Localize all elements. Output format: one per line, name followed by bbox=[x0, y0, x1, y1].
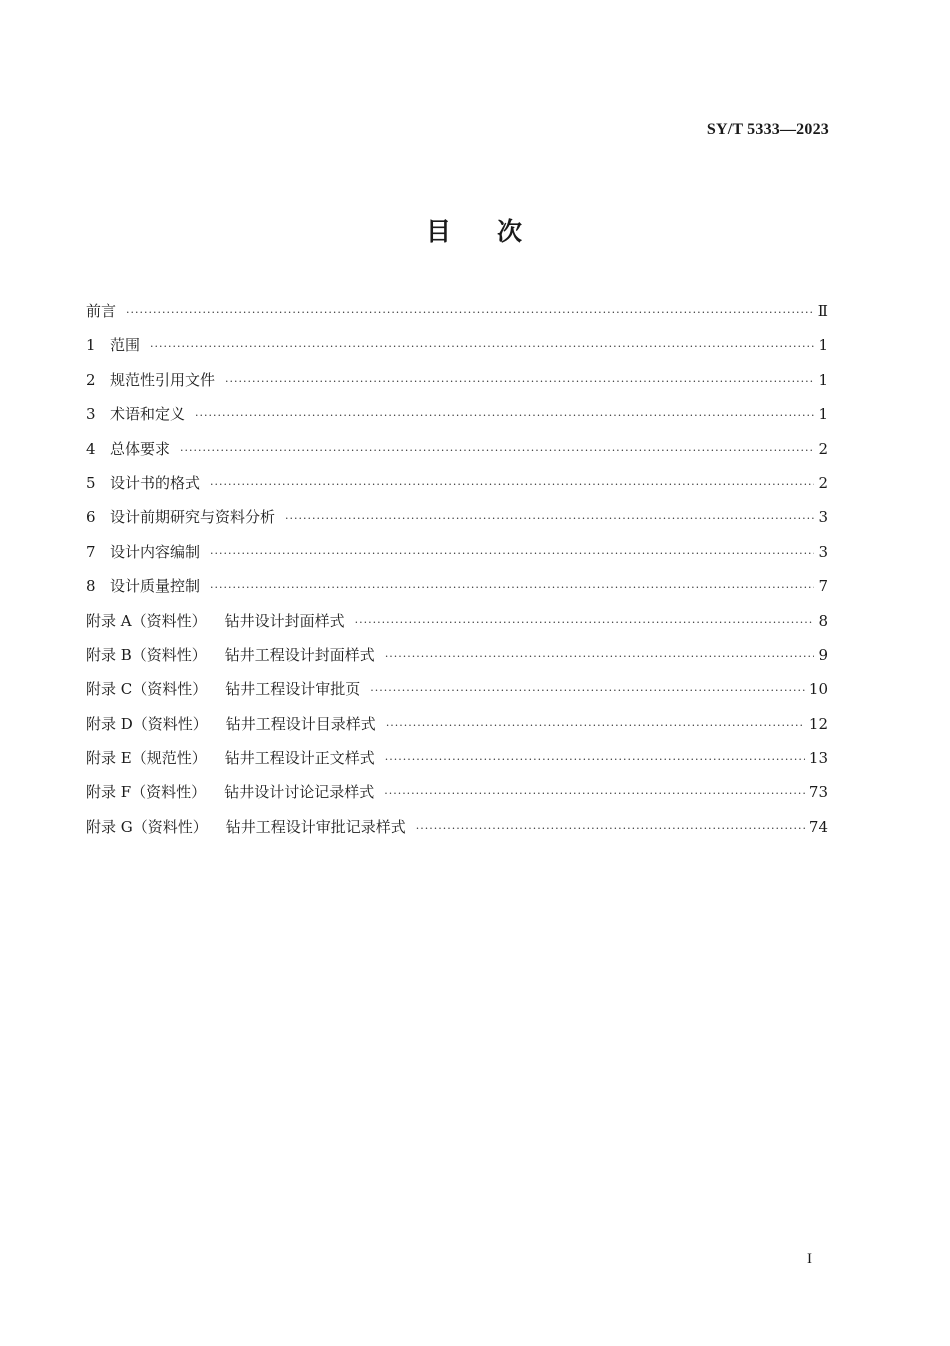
toc-entry-page: 3 bbox=[818, 508, 828, 527]
toc-leader-dots bbox=[210, 468, 814, 502]
page-title-char-2: 次 bbox=[497, 217, 525, 246]
toc-entry-annex-d[interactable] bbox=[86, 707, 828, 741]
toc-entry-number: 4 bbox=[86, 439, 96, 458]
toc-entry-title: 范围 bbox=[110, 336, 141, 355]
toc-entry-annex-e[interactable] bbox=[86, 741, 828, 775]
page-title-char-1: 目 bbox=[425, 217, 453, 246]
toc-entry-title: 总体要求 bbox=[110, 439, 171, 458]
toc-entry-page: 7 bbox=[818, 577, 828, 596]
toc-annex-label: 附录 F（资料性） bbox=[86, 783, 207, 802]
toc-entry-page: 9 bbox=[818, 645, 828, 664]
toc-entry-page: 13 bbox=[808, 749, 828, 768]
toc-leader-dots bbox=[126, 296, 814, 330]
toc-leader-dots bbox=[210, 537, 814, 571]
toc-entry-annex-b[interactable] bbox=[86, 638, 828, 672]
toc-entry-page: 2 bbox=[818, 439, 828, 458]
toc-entry-number: 1 bbox=[86, 336, 96, 355]
toc-entry-title: 钻井设计封面样式 bbox=[224, 611, 345, 630]
toc-entry-8[interactable] bbox=[86, 569, 828, 603]
toc-entry-number: 5 bbox=[86, 473, 96, 492]
page-title bbox=[0, 212, 950, 248]
toc-entry-page: 8 bbox=[818, 611, 828, 630]
page-number: I bbox=[807, 1251, 812, 1267]
toc-entry-annex-g[interactable] bbox=[86, 810, 828, 844]
toc-leader-dots bbox=[385, 743, 805, 777]
toc-annex-label: 附录 D（资料性） bbox=[86, 714, 208, 733]
toc-entry-5[interactable] bbox=[86, 466, 828, 500]
toc-entry-number: 8 bbox=[86, 577, 96, 596]
toc-entry-title: 术语和定义 bbox=[110, 405, 186, 424]
toc-leader-dots bbox=[386, 709, 805, 743]
toc-leader-dots bbox=[416, 812, 805, 846]
table-of-contents bbox=[86, 294, 828, 844]
toc-leader-dots bbox=[355, 606, 814, 640]
toc-entry-page: 1 bbox=[818, 370, 828, 389]
toc-entry-6[interactable] bbox=[86, 500, 828, 534]
toc-leader-dots bbox=[210, 571, 814, 605]
toc-entry-title: 钻井工程设计目录样式 bbox=[225, 714, 376, 733]
toc-annex-label: 附录 G（资料性） bbox=[86, 817, 208, 836]
toc-annex-label: 附录 A（资料性） bbox=[86, 611, 207, 630]
toc-entry-number: 3 bbox=[86, 405, 96, 424]
toc-entry-number: 2 bbox=[86, 370, 96, 389]
toc-entry-title: 钻井工程设计审批记录样式 bbox=[225, 817, 406, 836]
toc-annex-label: 附录 C（资料性） bbox=[86, 680, 208, 699]
toc-entry-7[interactable] bbox=[86, 535, 828, 569]
toc-entry-2[interactable] bbox=[86, 363, 828, 397]
toc-entry-annex-c[interactable] bbox=[86, 672, 828, 706]
toc-leader-dots bbox=[285, 502, 814, 536]
toc-entry-1[interactable] bbox=[86, 328, 828, 362]
toc-entry-annex-f[interactable] bbox=[86, 775, 828, 809]
toc-annex-label: 附录 E（规范性） bbox=[86, 749, 207, 768]
toc-leader-dots bbox=[384, 777, 805, 811]
toc-entry-number: 7 bbox=[86, 542, 96, 561]
standard-code: SY/T 5333—2023 bbox=[706, 121, 829, 138]
toc-leader-dots bbox=[385, 640, 814, 674]
toc-entry-page: 2 bbox=[818, 473, 828, 492]
toc-entry-4[interactable] bbox=[86, 432, 828, 466]
toc-entry-page: 1 bbox=[818, 405, 828, 424]
toc-entry-foreword[interactable] bbox=[86, 294, 828, 328]
toc-entry-title: 前言 bbox=[86, 302, 117, 320]
toc-entry-page: 1 bbox=[818, 336, 828, 355]
toc-entry-title: 钻井工程设计封面样式 bbox=[224, 645, 375, 664]
toc-entry-title: 设计前期研究与资料分析 bbox=[110, 508, 276, 527]
toc-entry-title: 设计书的格式 bbox=[110, 473, 201, 492]
toc-entry-annex-a[interactable] bbox=[86, 604, 828, 638]
toc-leader-dots bbox=[150, 330, 814, 364]
toc-entry-page: Ⅱ bbox=[817, 302, 828, 320]
toc-leader-dots bbox=[195, 399, 814, 433]
toc-entry-title: 钻井工程设计审批页 bbox=[225, 680, 361, 699]
toc-annex-label: 附录 B（资料性） bbox=[86, 645, 207, 664]
toc-entry-page: 73 bbox=[808, 783, 828, 802]
toc-entry-number: 6 bbox=[86, 508, 96, 527]
toc-entry-title: 钻井工程设计正文样式 bbox=[224, 749, 375, 768]
toc-leader-dots bbox=[370, 674, 805, 708]
toc-entry-title: 设计质量控制 bbox=[110, 577, 201, 596]
toc-entry-page: 10 bbox=[808, 680, 828, 699]
toc-entry-page: 74 bbox=[808, 817, 828, 836]
toc-entry-title: 钻井设计讨论记录样式 bbox=[224, 783, 375, 802]
toc-leader-dots bbox=[225, 365, 814, 399]
toc-entry-title: 设计内容编制 bbox=[110, 542, 201, 561]
toc-entry-title: 规范性引用文件 bbox=[110, 370, 216, 389]
toc-leader-dots bbox=[180, 434, 814, 468]
toc-entry-page: 12 bbox=[808, 714, 828, 733]
toc-entry-3[interactable] bbox=[86, 397, 828, 431]
toc-entry-page: 3 bbox=[818, 542, 828, 561]
